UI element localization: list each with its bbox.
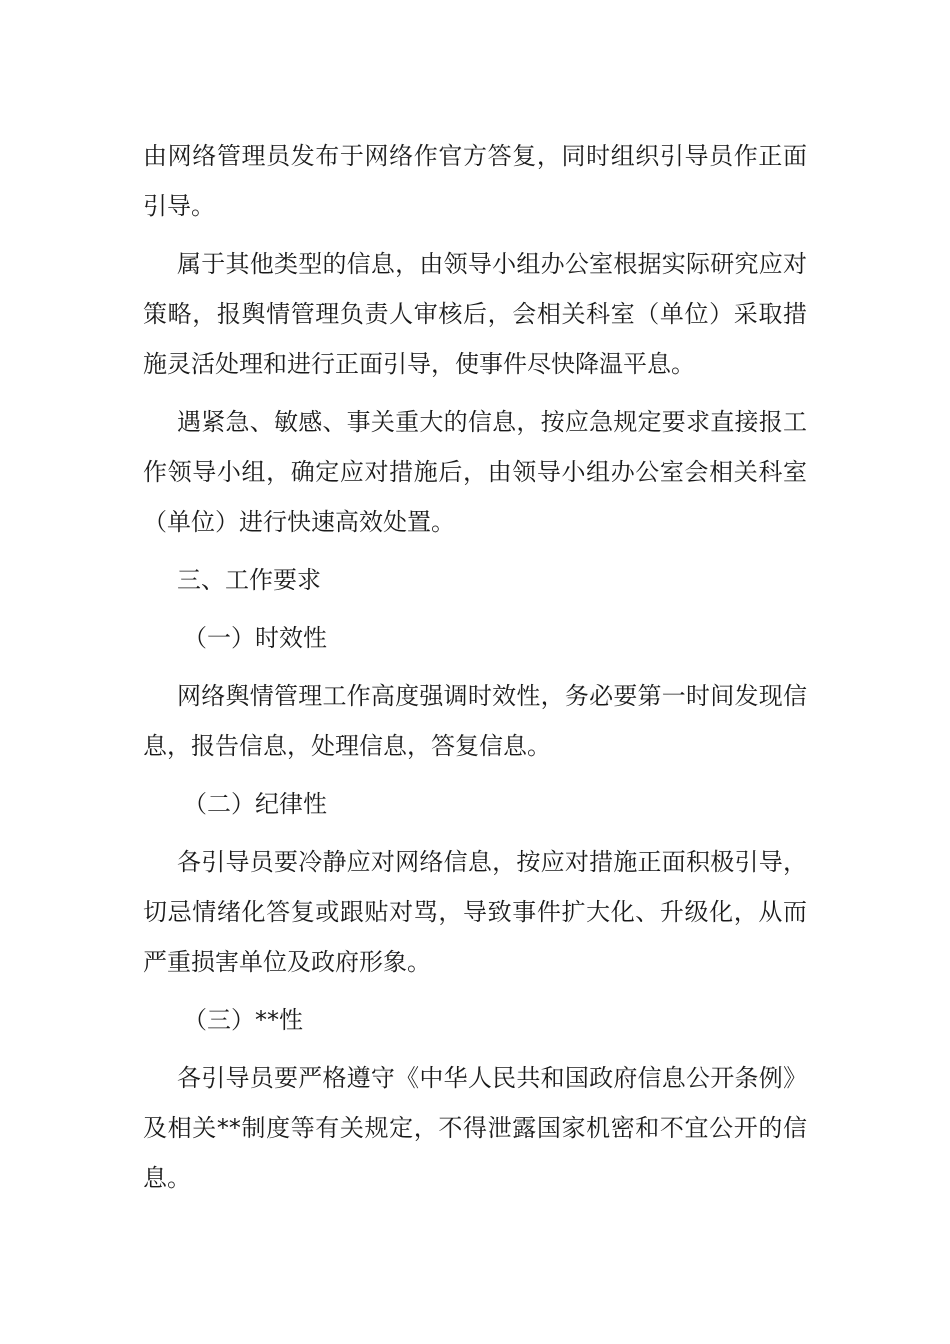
paragraph-other-info: 属于其他类型的信息，由领导小组办公室根据实际研究应对策略，报舆情管理负责人审核后，会相关科室（单位）采取措施灵活处理和进行正面引导，使事件尽快降温平息。 — [143, 250, 807, 378]
section-heading-work-requirements: 三、工作要求 — [177, 566, 321, 594]
paragraph-urgent-info: 遇紧急、敏感、事关重大的信息，按应急规定要求直接报工作领导小组，确定应对措施后，由领导小组办公室会相关科室（单位）进行快速高效处置。 — [143, 408, 807, 536]
document-page — [143, 131, 807, 1203]
paragraph-discipline: 各引导员要冷静应对网络信息，按应对措施正面积极引导，切忌情绪化答复或跟贴对骂，导致事件扩大化、升级化，从而严重损害单位及政府形象。 — [143, 848, 807, 976]
paragraph-confidentiality: 各引导员要严格遵守《中华人民共和国政府信息公开条例》及相关**制度等有关规定，不得泄露国家机密和不宜公开的信息。 — [143, 1064, 807, 1192]
paragraph-continuation: 由网络管理员发布于网络作官方答复，同时组织引导员作正面引导。 — [143, 142, 807, 220]
subheading-third: （三）**性 — [183, 1006, 303, 1034]
subheading-timeliness: （一）时效性 — [183, 624, 327, 652]
subheading-discipline: （二）纪律性 — [183, 790, 327, 818]
paragraph-timeliness: 网络舆情管理工作高度强调时效性，务必要第一时间发现信息，报告信息，处理信息，答复信息。 — [143, 682, 807, 760]
